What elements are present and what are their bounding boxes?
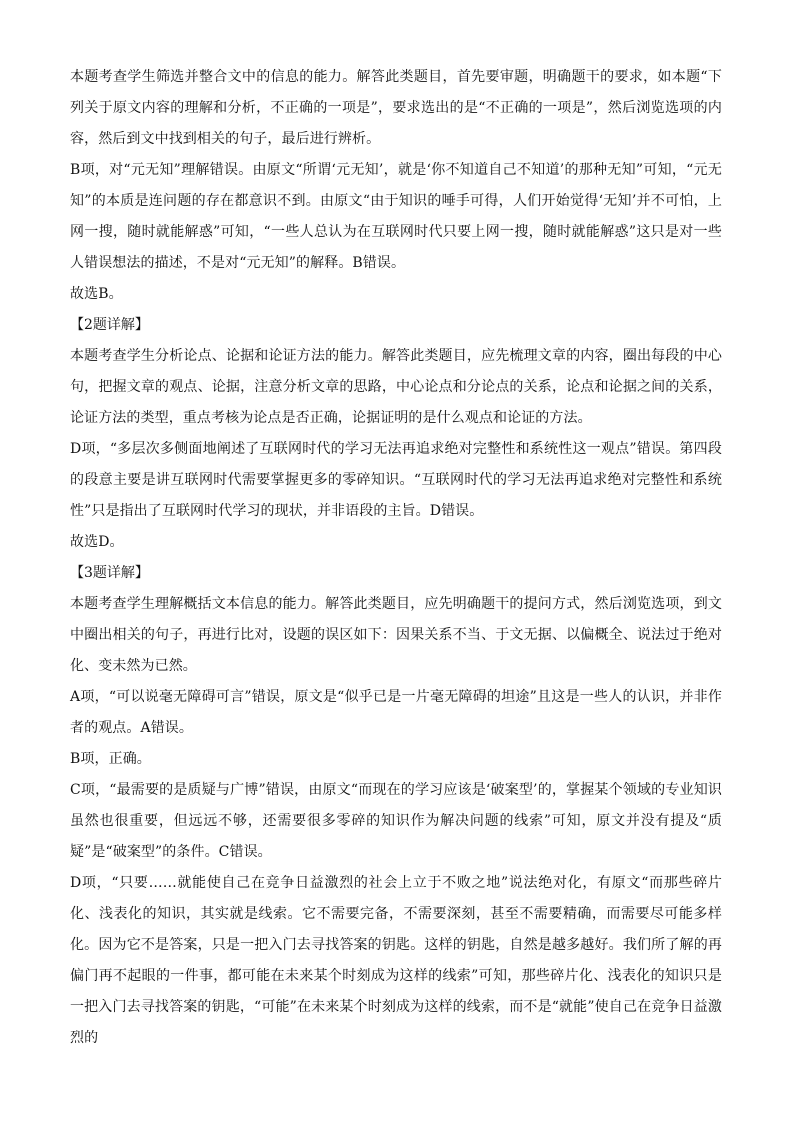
paragraph-q3-analysis: 本题考查学生理解概括文本信息的能力。解答此类题目，应先明确题干的提问方式，然后浏览选项，到文中圈出相关的句子，再进行比对，设题的误区如下：因果关系不当、于文无据、以偏概全、说法过于绝对化、变未然为已然。 xyxy=(70,596,722,674)
paragraph-q3-option-c: C项，“最需要的是质疑与广博”错误，由原文“而现在的学习应该是‘破案型’的，掌握某个领域的专业知识虽然也很重要，但远远不够，还需要很多零碎的知识作为解决问题的线索”可知，原文并没有提及“质疑”是“破案型”的条件。C错误。 xyxy=(70,782,722,860)
paragraph-q1-analysis: 本题考查学生筛选并整合文中的信息的能力。解答此类题目，首先要审题，明确题干的要求，如本题“下列关于原文内容的理解和分析，不正确的一项是”，要求选出的是“不正确的一项是”，然后浏览选项的内容，然后到文中找到相关的句子，最后进行辨析。 xyxy=(70,69,722,147)
paragraph-q2-answer: 故选D。 xyxy=(70,534,124,550)
document-page xyxy=(70,62,722,1054)
paragraph-q2-analysis: 本题考查学生分析论点、论据和论证方法的能力。解答此类题目，应先梳理文章的内容，圈出每段的中心句，把握文章的观点、论据，注意分析文章的思路，中心论点和分论点的关系，论点和论据之间的关系，论证方法的类型，重点考核为论点是否正确，论据证明的是什么观点和论证的方法。 xyxy=(70,348,722,426)
paragraph-q1-answer: 故选B。 xyxy=(70,286,123,302)
paragraph-q2-option-d: D项，“多层次多侧面地阐述了互联网时代的学习无法再追求绝对完整性和系统性这一观点”错误。第四段的段意主要是讲互联网时代需要掌握更多的零碎知识。“互联网时代的学习无法再追求绝对完整性和系统性”只是指出了互联网时代学习的现状，并非语段的主旨。D错误。 xyxy=(70,441,722,519)
paragraph-q3-option-d: D项，“只要……就能使自己在竞争日益激烈的社会上立于不败之地”说法绝对化，有原文“而那些碎片化、浅表化的知识，其实就是线索。它不需要完备，不需要深刻，甚至不需要精确，而需要尽可能多样化。因为它不是答案，只是一把入门去寻找答案的钥匙。这样的钥匙，自然是越多越好。我们所了解的再偏门再不起眼的一件事，都可能在未来某个时刻成为这样的线索”可知，那些碎片化、浅表化的知识只是一把入门去寻找答案的钥匙，“可能”在未来某个时刻成为这样的线索，而不是“就能”使自己在竞争日益激烈的 xyxy=(70,875,722,1046)
paragraph-q1-option-b: B项，对“元无知”理解错误。由原文“所谓‘元无知’，就是‘你不知道自己不知道’的那种无知”可知，“元无知”的本质是连问题的存在都意识不到。由原文“由于知识的唾手可得，人们开始觉得‘无知’并不可怕，上网一搜，随时就能解惑”可知，“一些人总认为在互联网时代只要上网一搜，随时就能解惑”这只是对一些人错误想法的描述，不是对“元无知”的解释。B错误。 xyxy=(70,162,722,271)
heading-q2-detail: 【2题详解】 xyxy=(70,317,149,333)
heading-q3-detail: 【3题详解】 xyxy=(70,565,149,581)
paragraph-q3-option-a: A项，“可以说毫无障碍可言”错误，原文是“似乎已是一片毫无障碍的坦途”且这是一些人的认识，并非作者的观点。A错误。 xyxy=(70,689,722,736)
paragraph-q3-option-b: B项，正确。 xyxy=(70,751,151,767)
